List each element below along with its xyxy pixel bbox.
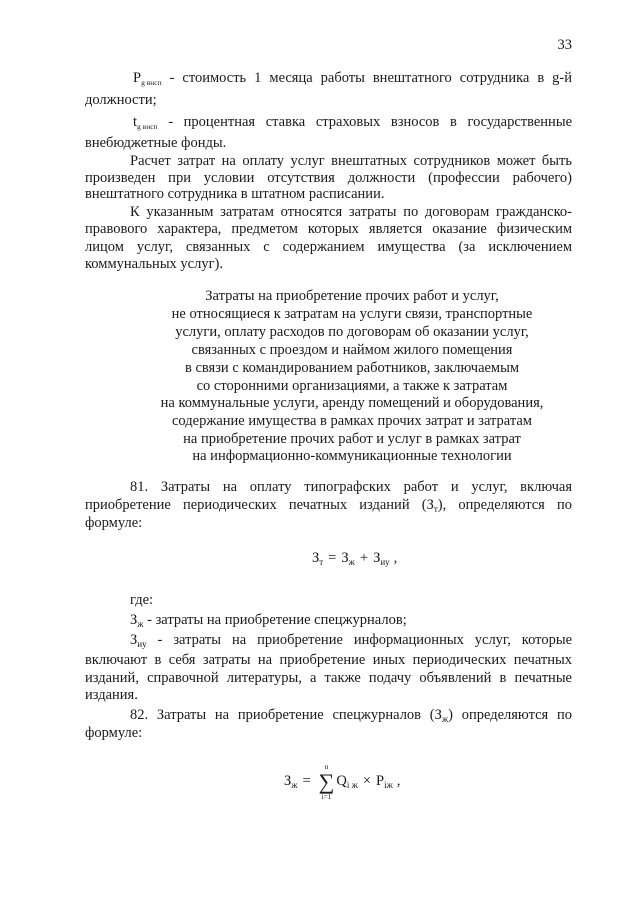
symbol-t: t (133, 114, 138, 130)
where-label: где: (130, 592, 154, 608)
subscript: ж (137, 619, 144, 629)
plus-sign: + (359, 550, 369, 566)
formula-subscript: т (319, 556, 324, 567)
paragraph-line: К указанным затратам относятся затраты по договорам гражданско- (130, 204, 572, 220)
formula-subscript: iж (384, 780, 393, 790)
definition-text: - стоимость 1 месяца работы внештатного сотрудника в g-й (169, 70, 572, 86)
formula-subscript: ж (291, 780, 298, 790)
symbol-z: З (434, 707, 442, 723)
page-number: 33 (557, 37, 572, 53)
subscript: g внсп (141, 78, 162, 87)
heading-line: услуги, оплату расходов по договорам об оказании услуг, (175, 324, 529, 340)
item-81-text: ), определяются по (437, 497, 572, 513)
definition-continuation: изданий, справочной литературы, а также подачу объявлений в печатные (85, 670, 572, 686)
definition-monthly-cost-continuation: должности; (85, 92, 157, 108)
item-81-line: 81. Затраты на оплату типографских работ и услуг, включая (130, 479, 572, 495)
heading-line: не относящиеся к затратам на услуги связи, транспортные (171, 306, 533, 322)
heading-line: на информационно-коммуникационные технологии (192, 448, 512, 464)
paragraph-line: внештатного сотрудника в штатном расписании. (85, 186, 385, 202)
summation (319, 763, 335, 800)
item-82-line (130, 706, 572, 724)
item-81-line (85, 496, 572, 514)
formula-symbol: З (373, 550, 381, 566)
item-82-line: формуле: (85, 725, 143, 741)
sum-lower-limit: i=1 (321, 791, 332, 801)
formula-subscript: i ж (346, 780, 358, 790)
item-82-text: ) определяются по (448, 707, 572, 723)
definition-insurance-rate-line (133, 113, 572, 131)
times-sign: × (362, 773, 371, 790)
definition-text: - затраты на приобретение информационных услуг, которые (157, 632, 572, 648)
item-81-text: приобретение периодических печатных изданий ( (85, 497, 427, 513)
symbol-z: З (130, 632, 138, 648)
formula-symbol: З (284, 773, 292, 790)
paragraph-line: коммунальных услуг). (85, 256, 224, 272)
subscript: иу (137, 639, 147, 649)
heading-line: на коммунальные услуги, аренду помещений и оборудования, (160, 395, 544, 411)
equals-sign: = (302, 773, 311, 790)
paragraph-line: правового характера, предметом которых является оказание физическим (85, 221, 572, 237)
formula-symbol: P (376, 773, 385, 790)
item-82-text: 82. Затраты на приобретение спецжурналов ( (130, 707, 435, 723)
heading-line: содержание имущества в рамках прочих затрат и затратам (172, 413, 532, 429)
heading-line: на приобретение прочих работ и услуг в рамках затрат (183, 431, 521, 447)
symbol-p: P (133, 70, 142, 86)
subscript: т (433, 504, 438, 514)
subscript: g внсп (137, 122, 158, 131)
formula-specjournals-costs (284, 763, 400, 800)
sum-sign-icon: ∑ (318, 768, 335, 794)
paragraph-line: произведен при условии отсутствия должности (профессии рабочего) (85, 170, 572, 186)
definition-info-services-line (130, 631, 572, 649)
formula-comma: , (396, 773, 401, 790)
formula-comma: , (393, 550, 398, 566)
formula-symbol: З (341, 550, 349, 566)
heading-line: со сторонними организациями, а также к затратам (196, 378, 508, 394)
definition-insurance-rate-continuation: внебюджетные фонды. (85, 135, 227, 151)
sum-upper-limit: n (324, 762, 329, 771)
heading-line: в связи с командированием работников, заключаемым (184, 360, 520, 376)
formula-symbol: З (312, 550, 320, 566)
item-81-line: формуле: (85, 515, 143, 531)
formula-subscript: иу (380, 556, 390, 567)
heading-line: Затраты на приобретение прочих работ и услуг, (205, 288, 499, 304)
formula-subscript: ж (348, 556, 355, 567)
symbol-z: З (130, 612, 138, 628)
paragraph-line: лицом услуг, связанных с содержанием имущества (за исключением (85, 239, 572, 255)
definition-text: - процентная ставка страховых взносов в государственные (168, 114, 572, 130)
equals-sign: = (328, 550, 337, 566)
definition-journals-line (130, 611, 572, 629)
symbol-z: З (426, 497, 434, 513)
definition-continuation: включают в себя затраты на приобретение иных периодических печатных (85, 652, 572, 668)
subscript: ж (441, 714, 449, 724)
heading-line: связанных с проездом и наймом жилого помещения (191, 342, 513, 358)
formula-printing-costs (312, 551, 397, 566)
definition-text: - затраты на приобретение спецжурналов; (147, 612, 407, 628)
paragraph-line: Расчет затрат на оплату услуг внештатных сотрудников может быть (130, 153, 572, 169)
formula-symbol: Q (336, 773, 347, 790)
definition-continuation: издания. (85, 687, 138, 703)
definition-monthly-cost-line (133, 69, 572, 87)
